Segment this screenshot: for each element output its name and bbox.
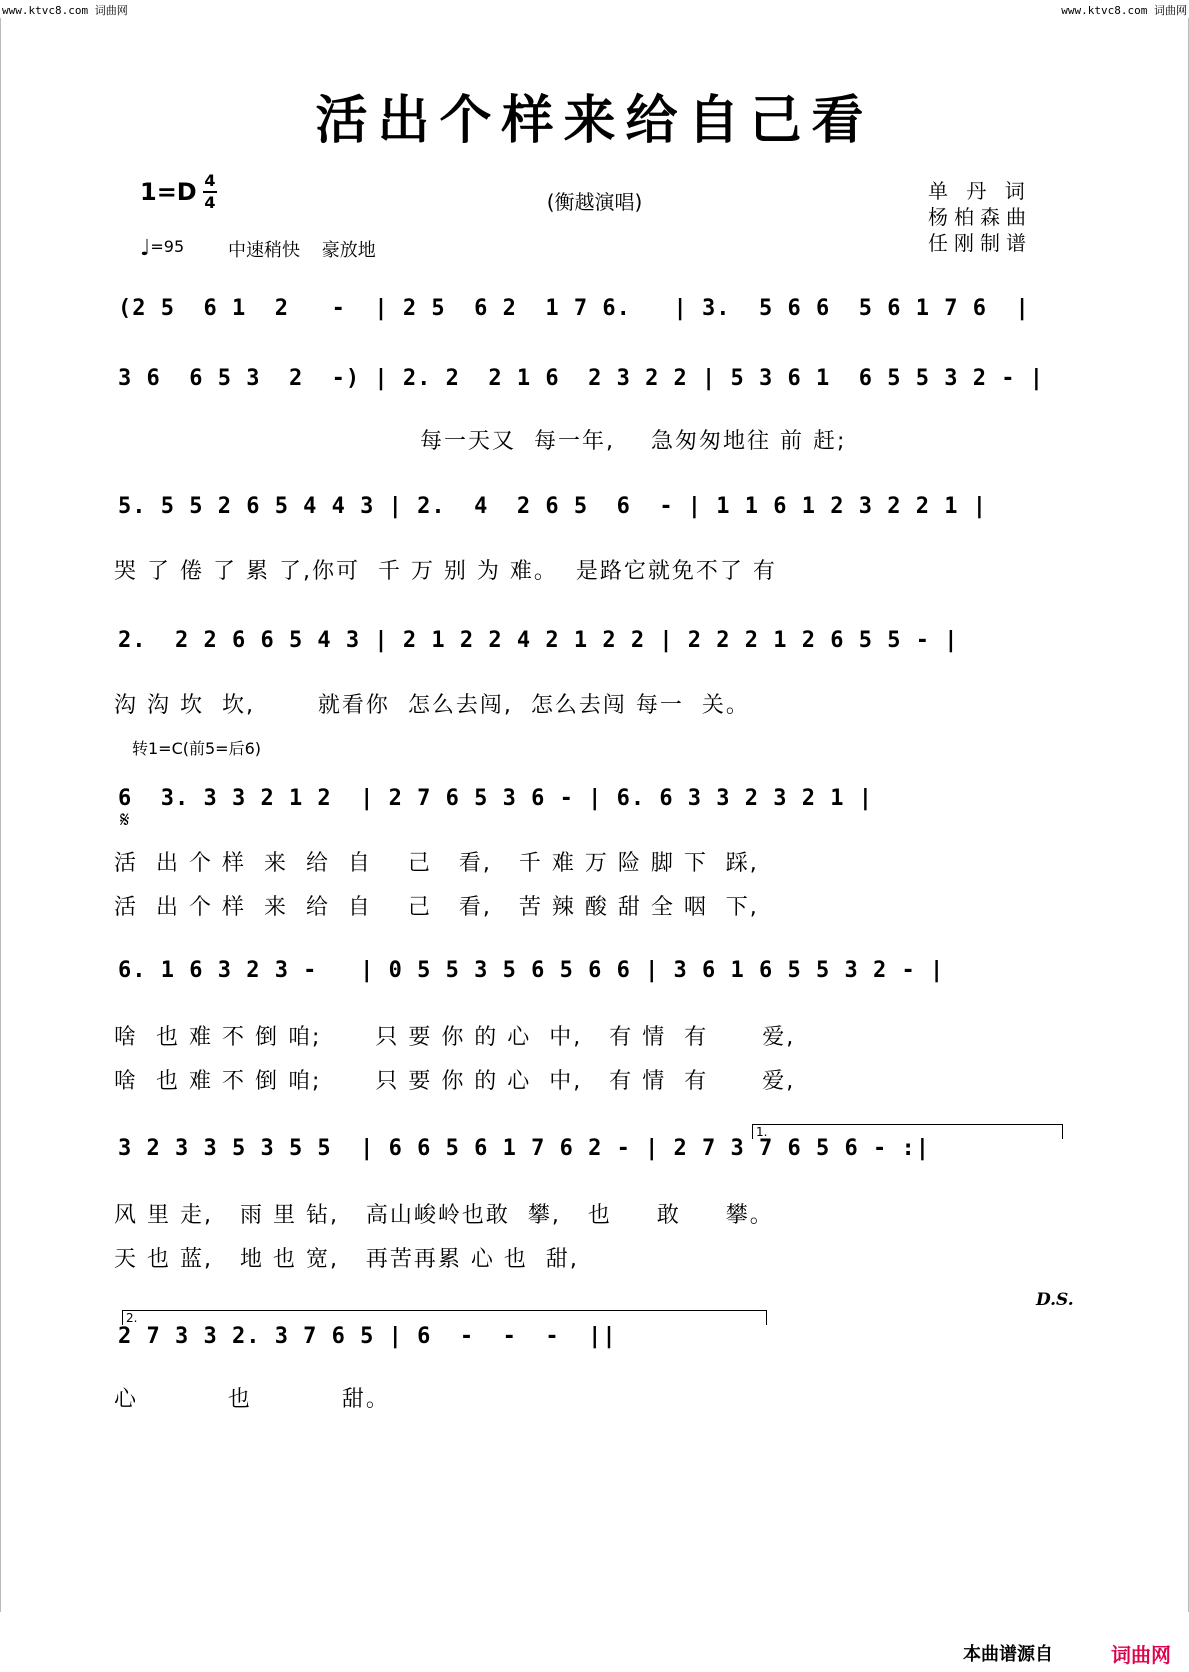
tempo-marking bbox=[140, 236, 184, 261]
lyric-line-4: 活 出 个 样 来 给 自 己 看, 千 难 万 险 脚 下 踩, bbox=[114, 851, 759, 876]
quarter-note-icon: ♩ bbox=[140, 236, 151, 261]
modulation-marking: 转1=C(前5=后6) bbox=[132, 739, 262, 758]
notation-line-7: 3 2 3 3 5 3 5 5 | 6 6 5 6 1 7 6 2 - | 2 7 3 7 6 5 6 - :| bbox=[118, 1136, 930, 1161]
notation-line-1: (2 5 6 1 2 - | 2 5 6 2 1 7 6. | 3. 5 6 6 5 6 1 7 6 | bbox=[118, 296, 1030, 321]
lyric-line-1: 每一天又 每一年, 急匆匆地往 前 赶; bbox=[420, 429, 847, 454]
song-title: 活出个样来给自己看 bbox=[315, 90, 874, 151]
time-denominator: 4 bbox=[204, 193, 216, 212]
singer-credit: (衡越演唱) bbox=[546, 190, 643, 214]
volta-2-bracket: 2. bbox=[122, 1310, 767, 1325]
site-watermark-left: www.ktvc8.com 词曲网 bbox=[2, 4, 128, 17]
arranger-credit: 任刚制谱 bbox=[928, 231, 1032, 255]
composer-credit: 杨柏森曲 bbox=[928, 205, 1032, 229]
lyric-line-9: 天 也 蓝, 地 也 宽, 再苦再累 心 也 甜, bbox=[114, 1247, 579, 1272]
page-edge-left bbox=[0, 18, 1, 1612]
volta-1-bracket: 1. bbox=[752, 1124, 1063, 1139]
lyric-line-3: 沟 沟 坎 坎, 就看你 怎么去闯, 怎么去闯 每一 关。 bbox=[114, 693, 750, 718]
notation-line-8: 2 7 3 3 2. 3 7 6 5 | 6 - - - || bbox=[118, 1324, 617, 1349]
notation-line-3: 5. 5 5 2 6 5 4 4 3 | 2. 4 2 6 5 6 - | 1 1 6 1 2 3 2 2 1 | bbox=[118, 494, 987, 519]
tempo-value: =95 bbox=[150, 237, 185, 256]
footer-source-text: 本曲谱源自 bbox=[963, 1644, 1053, 1665]
notation-line-5: 6 3. 3 3 2 1 2 | 2 7 6 5 3 6 - | 6. 6 3 3 2 3 2 1 | bbox=[118, 786, 873, 811]
notation-line-6: 6. 1 6 3 2 3 - | 0 5 5 3 5 6 5 6 6 | 3 6 1 6 5 5 3 2 - | bbox=[118, 958, 945, 983]
dal-segno-marking: D.S. bbox=[1036, 1290, 1074, 1310]
credits-block bbox=[928, 178, 1032, 256]
lyricist-credit: 单 丹 词 bbox=[928, 179, 1031, 203]
expression-marking: 中速稍快 豪放地 bbox=[228, 240, 376, 261]
notation-line-2: 3 6 6 5 3 2 -) | 2. 2 2 1 6 2 3 2 2 | 5 3 6 1 6 5 5 3 2 - | bbox=[118, 366, 1044, 391]
lyric-line-10: 心 也 甜。 bbox=[114, 1387, 390, 1412]
lyric-line-6: 啥 也 难 不 倒 咱; 只 要 你 的 心 中, 有 情 有 爱, bbox=[114, 1025, 796, 1050]
time-numerator: 4 bbox=[204, 171, 216, 190]
lyric-line-2: 哭 了 倦 了 累 了,你可 千 万 别 为 难。 是路它就免不了 有 bbox=[114, 559, 777, 584]
lyric-line-5: 活 出 个 样 来 给 自 己 看, 苦 辣 酸 甜 全 咽 下, bbox=[114, 895, 759, 920]
key-signature: 1=D bbox=[140, 178, 197, 206]
site-watermark-right: www.ktvc8.com 词曲网 bbox=[1061, 4, 1187, 17]
lyric-line-8: 风 里 走, 雨 里 钻, 高山峻岭也敢 攀, 也 敢 攀。 bbox=[114, 1203, 774, 1228]
lyric-line-7: 啥 也 难 不 倒 咱; 只 要 你 的 心 中, 有 情 有 爱, bbox=[114, 1069, 796, 1094]
site-logo: 词曲网 bbox=[1111, 1643, 1171, 1667]
segno-icon: 𝄋 bbox=[120, 808, 130, 833]
notation-line-4: 2. 2 2 6 6 5 4 3 | 2 1 2 2 4 2 1 2 2 | 2 2 2 1 2 6 5 5 - | bbox=[118, 628, 959, 653]
